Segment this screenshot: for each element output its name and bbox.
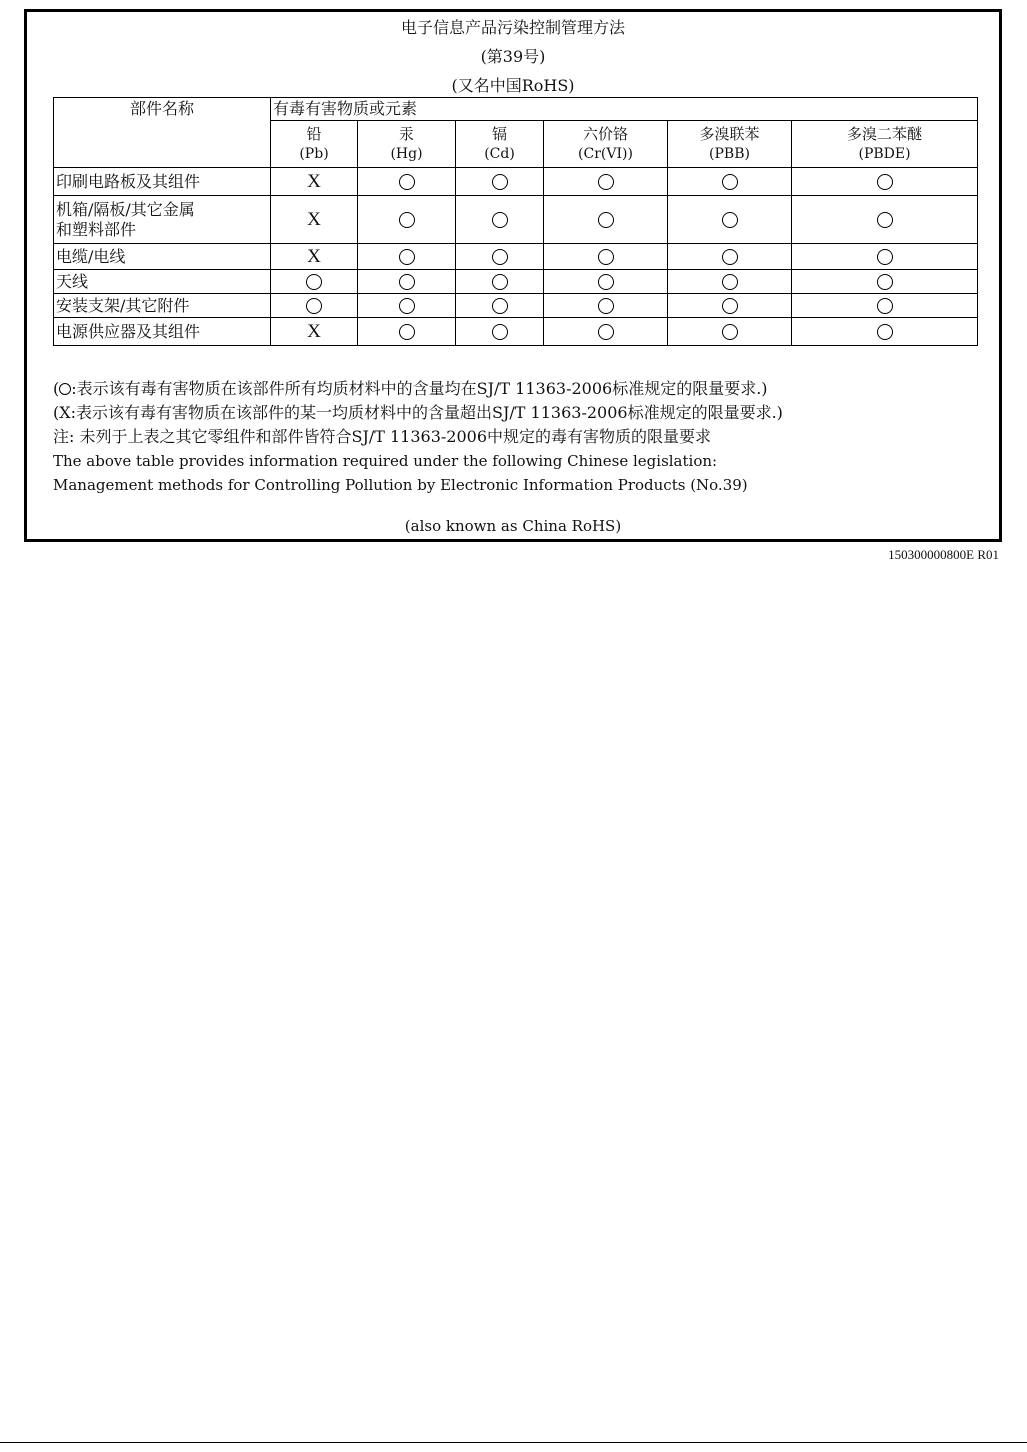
substance-symbol: (Pb) <box>299 146 329 162</box>
circle-icon <box>877 249 893 265</box>
english-note-2: Management methods for Controlling Pollution by Electronic Information Products (No.39) <box>53 476 748 494</box>
circle-icon <box>877 274 893 290</box>
compliance-cell <box>456 318 544 346</box>
circle-icon <box>492 212 508 228</box>
compliance-cell <box>544 318 668 346</box>
substance-name: 多溴二苯醚 <box>847 125 923 143</box>
x-note: (X:表示该有毒有害物质在该部件的某一均质材料中的含量超出SJ/T 11363-2006标准规定的限量要求.) <box>53 403 783 422</box>
circle-icon <box>877 212 893 228</box>
part-name-cell <box>54 294 271 318</box>
circle-note-text: :表示该有毒有害物质在该部件所有均质材料中的含量均在SJ/T 11363-2006标准规定的限量要求.) <box>71 379 768 398</box>
circle-icon <box>722 174 738 190</box>
table-row <box>54 318 978 346</box>
part-name-cell <box>54 168 271 196</box>
exceeds-limit-mark: X <box>307 170 321 192</box>
table-row <box>54 168 978 196</box>
substance-header-4 <box>668 121 792 168</box>
substance-name: 多溴联苯 <box>699 125 760 143</box>
circle-icon <box>722 324 738 340</box>
circle-icon <box>877 324 893 340</box>
compliance-cell <box>544 168 668 196</box>
exceeds-limit-mark: X <box>307 245 321 267</box>
substance-header-5 <box>792 121 978 168</box>
circle-icon <box>598 249 614 265</box>
compliance-cell <box>792 270 978 294</box>
substance-name: 六价铬 <box>582 125 628 143</box>
part-name-line1: 印刷电路板及其组件 <box>56 171 201 191</box>
circle-icon <box>877 174 893 190</box>
zhu-note: 注: 未列于上表之其它零组件和部件皆符合SJ/T 11363-2006中规定的毒有害物质的限量要求 <box>53 427 712 446</box>
substance-header-3 <box>544 121 668 168</box>
table-row <box>54 270 978 294</box>
substance-symbol: (Hg) <box>390 146 423 162</box>
circle-icon <box>598 174 614 190</box>
document-id: 150300000800E R01 <box>888 547 999 562</box>
substance-header-0 <box>271 121 358 168</box>
compliance-cell <box>668 318 792 346</box>
compliance-cell <box>271 244 358 270</box>
compliance-cell <box>668 244 792 270</box>
circle-icon <box>492 274 508 290</box>
substance-name: 铅 <box>306 125 322 143</box>
notes-block <box>53 377 983 497</box>
circle-icon <box>492 324 508 340</box>
compliance-cell <box>544 196 668 244</box>
circle-icon <box>492 174 508 190</box>
document-number: (第39号) <box>480 47 546 66</box>
part-name-cell <box>54 318 271 346</box>
part-name-line1: 天线 <box>56 271 89 291</box>
circle-icon <box>399 174 415 190</box>
circle-icon <box>722 212 738 228</box>
compliance-cell <box>358 318 456 346</box>
compliance-cell <box>456 168 544 196</box>
compliance-cell <box>792 244 978 270</box>
circle-icon <box>598 298 614 314</box>
circle-icon <box>399 249 415 265</box>
circle-icon <box>399 324 415 340</box>
compliance-cell <box>456 196 544 244</box>
substance-symbol: (PBB) <box>709 146 750 162</box>
page-bottom-divider <box>0 1442 1027 1443</box>
part-name-cell <box>54 196 271 244</box>
compliance-cell <box>668 168 792 196</box>
circle-icon <box>722 298 738 314</box>
part-name-header: 部件名称 <box>54 98 271 168</box>
compliance-cell <box>668 270 792 294</box>
compliance-cell <box>271 318 358 346</box>
compliance-cell <box>271 270 358 294</box>
compliance-cell <box>668 196 792 244</box>
circle-icon <box>722 249 738 265</box>
table-row <box>54 294 978 318</box>
compliance-cell <box>544 270 668 294</box>
english-note-3: (also known as China RoHS) <box>404 517 622 535</box>
compliance-cell <box>792 294 978 318</box>
compliance-cell <box>358 270 456 294</box>
compliance-cell <box>456 244 544 270</box>
part-name-line2: 和塑料部件 <box>56 219 137 239</box>
circle-icon <box>598 324 614 340</box>
compliance-cell <box>358 294 456 318</box>
compliance-cell <box>792 318 978 346</box>
circle-icon <box>598 212 614 228</box>
circle-note-prefix: ( <box>53 379 60 398</box>
document-title: 电子信息产品污染控制管理方法 <box>400 18 625 37</box>
compliance-cell <box>271 294 358 318</box>
substance-group-header: 有毒有害物质或元素 <box>271 98 978 121</box>
circle-icon <box>492 298 508 314</box>
rohs-declaration-frame <box>24 9 1002 542</box>
hazardous-substance-table <box>53 97 978 346</box>
english-note-1: The above table provides information required under the following Chinese legislation: <box>53 452 718 470</box>
circle-note <box>53 377 983 401</box>
part-name-line1: 电源供应器及其组件 <box>56 321 201 341</box>
substance-symbol: (PBDE) <box>858 146 911 162</box>
compliance-cell <box>456 270 544 294</box>
table-row <box>54 196 978 244</box>
part-name-line1: 电缆/电线 <box>56 246 126 266</box>
circle-icon <box>306 298 322 314</box>
compliance-cell <box>544 244 668 270</box>
part-name-line1: 机箱/隔板/其它金属 <box>56 199 195 219</box>
compliance-cell <box>668 294 792 318</box>
compliance-cell <box>358 168 456 196</box>
exceeds-limit-mark: X <box>307 208 321 230</box>
circle-icon <box>399 274 415 290</box>
circle-icon <box>598 274 614 290</box>
compliance-cell <box>544 294 668 318</box>
substance-name: 镉 <box>491 125 507 143</box>
circle-icon <box>877 298 893 314</box>
circle-icon <box>492 249 508 265</box>
circle-icon <box>399 298 415 314</box>
circle-icon <box>399 212 415 228</box>
exceeds-limit-mark: X <box>307 320 321 342</box>
table-row <box>54 244 978 270</box>
part-name-line1: 安装支架/其它附件 <box>56 295 190 315</box>
part-name-cell <box>54 244 271 270</box>
document-aka: (又名中国RoHS) <box>451 76 575 95</box>
compliance-cell <box>271 196 358 244</box>
compliance-cell <box>358 196 456 244</box>
compliance-cell <box>456 294 544 318</box>
compliance-cell <box>792 168 978 196</box>
part-name-cell <box>54 270 271 294</box>
compliance-cell <box>792 196 978 244</box>
substance-name: 汞 <box>398 125 414 143</box>
compliance-cell <box>271 168 358 196</box>
substance-header-1 <box>358 121 456 168</box>
substance-symbol: (Cd) <box>484 146 515 162</box>
circle-icon <box>722 274 738 290</box>
circle-icon <box>306 274 322 290</box>
circle-icon <box>59 383 71 395</box>
compliance-cell <box>358 244 456 270</box>
substance-symbol: (Cr(VI)) <box>578 146 633 162</box>
substance-header-2 <box>456 121 544 168</box>
